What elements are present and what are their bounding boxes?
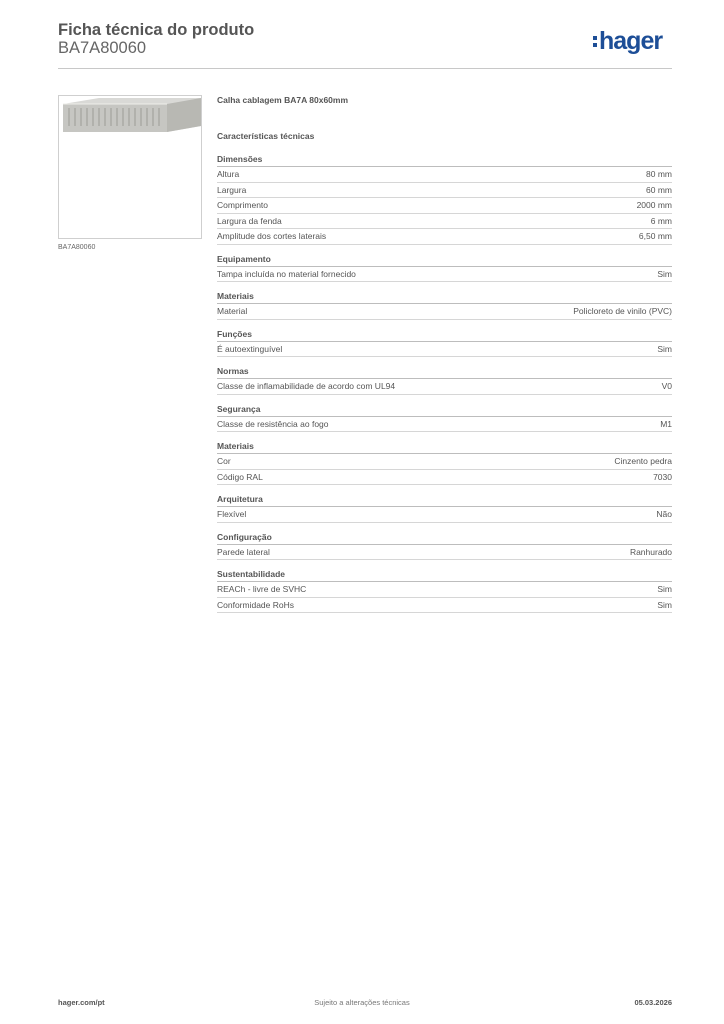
spec-column (217, 95, 672, 621)
spec-row (217, 545, 672, 561)
spec-row (217, 214, 672, 230)
section-heading: Materiais (217, 440, 672, 454)
spec-label: Material (217, 306, 248, 316)
product-name: Calha cablagem BA7A 80x60mm (217, 95, 349, 105)
section-heading: Equipamento (217, 253, 672, 267)
spec-value: Cinzento pedra (614, 456, 672, 466)
page-title: Ficha técnica do produto (58, 21, 255, 39)
section-heading: Sustentabilidade (217, 568, 672, 582)
spec-value: Sim (657, 584, 672, 594)
spec-label: Cor (217, 456, 231, 466)
product-reference: BA7A80060 (58, 39, 147, 57)
spec-row (217, 454, 672, 470)
spec-section (217, 153, 672, 245)
spec-section (217, 290, 672, 320)
section-heading: Arquitetura (217, 493, 672, 507)
spec-value: Sim (657, 599, 672, 610)
spec-value: Policloreto de vinilo (PVC) (573, 306, 672, 316)
spec-section (217, 365, 672, 395)
image-caption: BA7A80060 (58, 244, 96, 251)
section-heading: Configuração (217, 531, 672, 545)
spec-value: 6,50 mm (638, 231, 672, 241)
spec-section (217, 440, 672, 485)
spec-row (217, 304, 672, 320)
spec-section (217, 568, 672, 613)
spec-value: Sim (657, 268, 672, 279)
spec-label: Tampa incluída no material fornecido (217, 268, 356, 279)
spec-label: Amplitude dos cortes laterais (217, 231, 327, 241)
spec-value: Ranhurado (629, 546, 672, 557)
spec-section (217, 493, 672, 523)
spec-section (217, 403, 672, 433)
spec-sections (217, 153, 672, 613)
cable-duct-illustration (59, 96, 201, 238)
footer-date: 05.03.2026 (634, 998, 672, 1007)
spec-row (217, 342, 672, 358)
spec-label: Código RAL (217, 471, 263, 482)
characteristics-title: Características técnicas (217, 131, 315, 141)
spec-value: Sim (657, 343, 672, 354)
section-heading: Segurança (217, 403, 672, 417)
spec-label: Flexível (217, 509, 247, 519)
spec-label: Largura (217, 184, 247, 195)
spec-row (217, 167, 672, 183)
spec-label: REACh - livre de SVHC (217, 584, 307, 594)
spec-value: 7030 (653, 471, 672, 482)
spec-value: M1 (660, 418, 672, 429)
spec-row (217, 183, 672, 199)
spec-value: 2000 mm (636, 200, 672, 210)
spec-section (217, 328, 672, 358)
section-heading: Funções (217, 328, 672, 342)
section-heading: Normas (217, 365, 672, 379)
footer-note: Sujeito a alterações técnicas (314, 998, 410, 1007)
spec-row (217, 267, 672, 283)
spec-label: Comprimento (217, 200, 269, 210)
spec-label: É autoextinguível (217, 343, 283, 354)
spec-row (217, 507, 672, 523)
header-divider (58, 68, 672, 69)
section-heading: Dimensões (217, 153, 672, 167)
spec-section (217, 253, 672, 283)
product-image (58, 95, 202, 239)
spec-row (217, 379, 672, 395)
footer-website: hager.com/pt (58, 998, 105, 1007)
logo-text: hager (599, 27, 663, 55)
spec-value: 6 mm (650, 215, 672, 226)
spec-label: Altura (217, 169, 240, 179)
logo-dots-icon (593, 36, 597, 47)
spec-label: Classe de inflamabilidade de acordo com UL94 (217, 381, 396, 391)
section-heading: Materiais (217, 290, 672, 304)
spec-section (217, 531, 672, 561)
spec-row (217, 470, 672, 486)
spec-row (217, 598, 672, 614)
hager-logo (593, 27, 662, 55)
spec-row (217, 229, 672, 245)
spec-value: V0 (661, 381, 672, 391)
spec-row (217, 582, 672, 598)
spec-label: Classe de resistência ao fogo (217, 418, 329, 429)
spec-label: Conformidade RoHs (217, 599, 295, 610)
spec-value: 60 mm (646, 184, 672, 195)
spec-label: Largura da fenda (217, 215, 282, 226)
spec-label: Parede lateral (217, 546, 270, 557)
spec-value: 80 mm (646, 169, 672, 179)
spec-row (217, 198, 672, 214)
spec-value: Não (656, 509, 672, 519)
spec-row (217, 417, 672, 433)
